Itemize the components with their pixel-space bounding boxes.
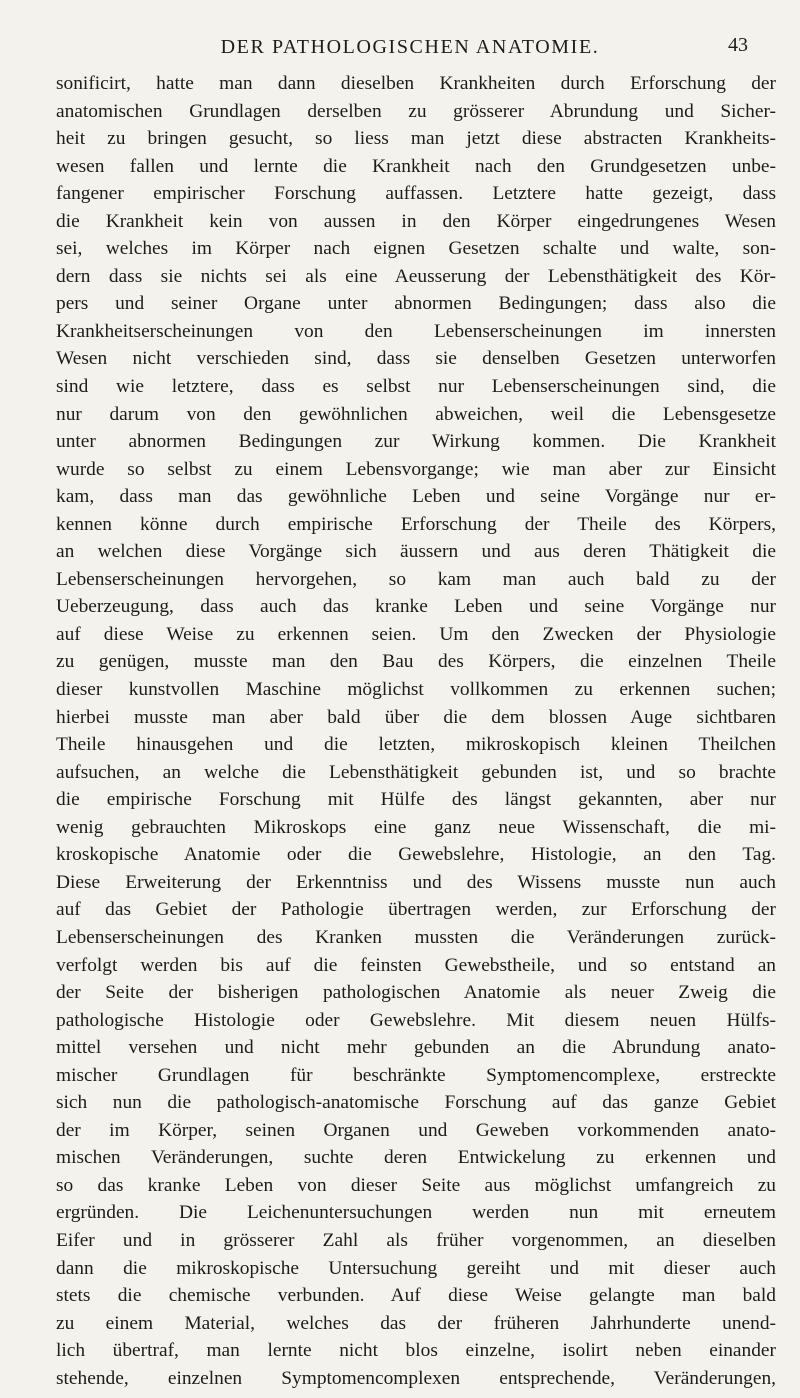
text-line: Lebenserscheinungen hervorgehen, so kam man auch bald zu der bbox=[56, 568, 776, 590]
text-line: verfolgt werden bis auf die feinsten Gewebstheile, und so entstand an bbox=[56, 954, 776, 976]
running-title: DER PATHOLOGISCHEN ANATOMIE. bbox=[220, 36, 600, 58]
text-line: lich übertraf, man lernte nicht blos einzelne, isolirt neben einander bbox=[56, 1340, 776, 1362]
text-line: Eifer und in grösserer Zahl als früher vorgenommen, an dieselben bbox=[56, 1229, 776, 1251]
text-line: sonificirt, hatte man dann dieselben Krankheiten durch Erforschung der bbox=[56, 73, 776, 94]
text-line: sind wie letztere, dass es selbst nur Lebenserscheinungen sind, die bbox=[56, 376, 776, 398]
text-line: die empirische Forschung mit Hülfe des längst gekannten, aber nur bbox=[56, 789, 776, 811]
text-line: mischer Grundlagen für beschränkte Symptomencomplexe, erstreckte bbox=[56, 1064, 776, 1086]
text-line: auf diese Weise zu erkennen seien. Um den Zwecken der Physiologie bbox=[56, 623, 776, 645]
text-line: ergründen. Die Leichenuntersuchungen werden nun mit erneutem bbox=[56, 1202, 776, 1224]
text-line: pers und seiner Organe unter abnormen Bedingungen; dass also die bbox=[56, 293, 776, 315]
text-line: anatomischen Grundlagen derselben zu grösserer Abrundung und Sicher- bbox=[56, 100, 776, 122]
text-line: Diese Erweiterung der Erkenntniss und des Wissens musste nun auch bbox=[56, 871, 776, 893]
text-line: nur darum von den gewöhnlichen abweichen, weil die Lebensgesetze bbox=[56, 403, 776, 425]
text-line: kennen könne durch empirische Erforschung der Theile des Körpers, bbox=[56, 513, 776, 535]
text-line: Krankheitserscheinungen von den Lebenserscheinungen im innersten bbox=[56, 320, 776, 342]
text-line: dann die mikroskopische Untersuchung gereiht und mit dieser auch bbox=[56, 1257, 776, 1279]
text-line: der Seite der bisherigen pathologischen Anatomie als neuer Zweig die bbox=[56, 982, 776, 1004]
text-line: heit zu bringen gesucht, so liess man jetzt diese abstracten Krankheits- bbox=[56, 128, 776, 150]
text-line: kroskopische Anatomie oder die Gewebslehre, Histologie, an den Tag. bbox=[56, 844, 776, 866]
text-line: stets die chemische verbunden. Auf diese Weise gelangte man bald bbox=[56, 1285, 776, 1307]
text-line: mittel versehen und nicht mehr gebunden an die Abrundung anato- bbox=[56, 1037, 776, 1059]
text-line: dern dass sie nichts sei als eine Aeusserung der Lebensthätigkeit des Kör- bbox=[56, 265, 776, 287]
text-line: der im Körper, seinen Organen und Geweben vorkommenden anato- bbox=[56, 1119, 776, 1141]
text-line: mischen Veränderungen, suchte deren Entwickelung zu erkennen und bbox=[56, 1147, 776, 1169]
text-line: stehende, einzelnen Symptomencomplexen entsprechende, Veränderungen, bbox=[56, 1367, 776, 1389]
page-number: 43 bbox=[728, 34, 748, 56]
running-head bbox=[0, 28, 800, 62]
text-line: wenig gebrauchten Mikroskops eine ganz neue Wissenschaft, die mi- bbox=[56, 816, 776, 838]
text-line: dieser kunstvollen Maschine möglichst vollkommen zu erkennen suchen; bbox=[56, 679, 776, 701]
text-line: Wesen nicht verschieden sind, dass sie denselben Gesetzen unterworfen bbox=[56, 348, 776, 370]
text-line: zu einem Material, welches das der früheren Jahrhunderte unend- bbox=[56, 1312, 776, 1334]
text-line: kam, dass man das gewöhnliche Leben und seine Vorgänge nur er- bbox=[56, 486, 776, 508]
text-line: sei, welches im Körper nach eignen Gesetzen schalte und walte, son- bbox=[56, 238, 776, 260]
body-text bbox=[56, 70, 776, 1392]
text-line: aufsuchen, an welche die Lebensthätigkeit gebunden ist, und so brachte bbox=[56, 761, 776, 783]
text-line: Theile hinausgehen und die letzten, mikroskopisch kleinen Theilchen bbox=[56, 734, 776, 756]
text-line: Lebenserscheinungen des Kranken mussten die Veränderungen zurück- bbox=[56, 926, 776, 948]
text-line: zu genügen, musste man den Bau des Körpers, die einzelnen Theile bbox=[56, 651, 776, 673]
text-line: fangener empirischer Forschung auffassen. Letztere hatte gezeigt, dass bbox=[56, 183, 776, 205]
text-line: die Krankheit kein von aussen in den Körper eingedrungenes Wesen bbox=[56, 210, 776, 232]
text-line: sich nun die pathologisch-anatomische Forschung auf das ganze Gebiet bbox=[56, 1092, 776, 1114]
text-line: hierbei musste man aber bald über die dem blossen Auge sichtbaren bbox=[56, 706, 776, 728]
text-line: an welchen diese Vorgänge sich äussern und aus deren Thätigkeit die bbox=[56, 541, 776, 563]
text-line: pathologische Histologie oder Gewebslehre. Mit diesem neuen Hülfs- bbox=[56, 1009, 776, 1031]
text-line: Ueberzeugung, dass auch das kranke Leben und seine Vorgänge nur bbox=[56, 596, 776, 618]
text-line: wurde so selbst zu einem Lebensvorgange; wie man aber zur Einsicht bbox=[56, 458, 776, 480]
text-line: so das kranke Leben von dieser Seite aus möglichst umfangreich zu bbox=[56, 1174, 776, 1196]
text-line: wesen fallen und lernte die Krankheit nach den Grundgesetzen unbe- bbox=[56, 155, 776, 177]
text-line: auf das Gebiet der Pathologie übertragen werden, zur Erforschung der bbox=[56, 899, 776, 921]
text-line: unter abnormen Bedingungen zur Wirkung kommen. Die Krankheit bbox=[56, 431, 776, 453]
